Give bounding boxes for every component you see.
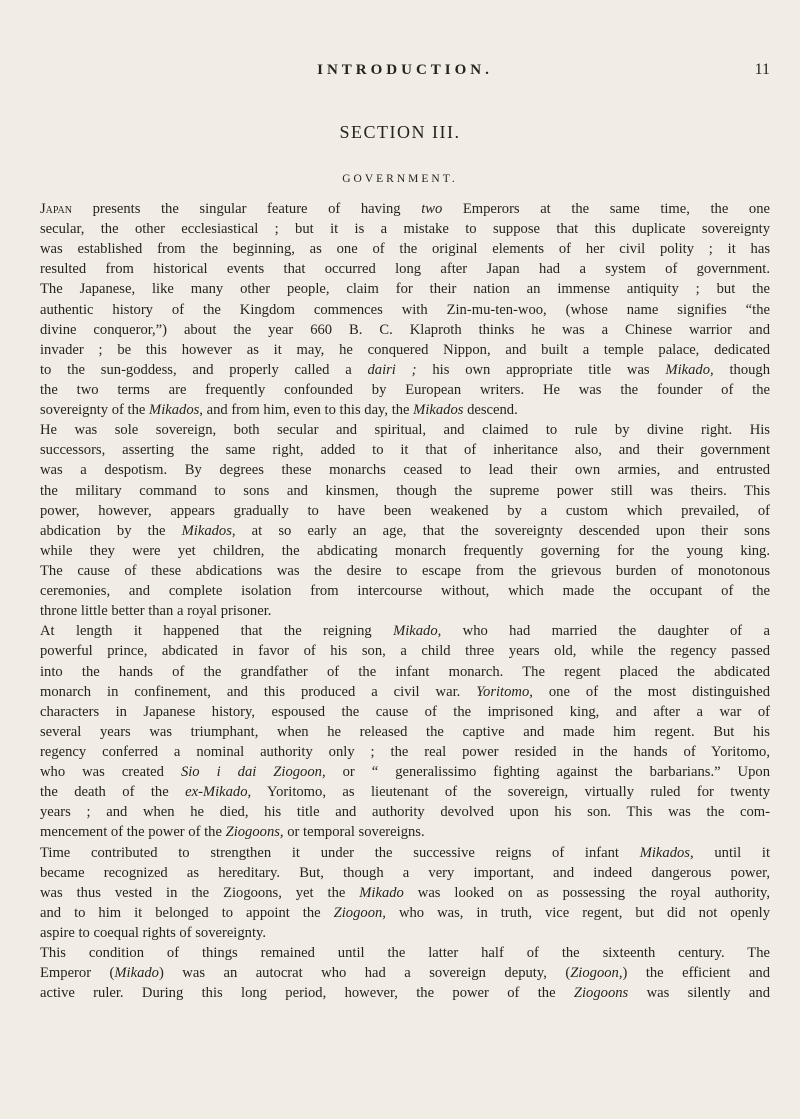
text-line bbox=[40, 903, 770, 923]
italic-text: Mikado bbox=[359, 884, 404, 901]
text-segment: mencement of the power of the bbox=[40, 824, 226, 841]
text-segment: was thus vested in the Ziogoons, yet the bbox=[40, 884, 360, 901]
text-segment: At length it happened that the reigning bbox=[40, 623, 394, 640]
text-line bbox=[40, 561, 770, 581]
running-title: INTRODUCTION. bbox=[317, 62, 493, 78]
text-line bbox=[40, 943, 770, 963]
italic-text: Mikados, bbox=[639, 844, 694, 861]
text-line bbox=[40, 923, 770, 943]
text-line bbox=[40, 420, 770, 440]
text-segment: was looked on as possessing the royal authority, bbox=[403, 884, 770, 901]
text-segment: throne little better than a royal prisoner. bbox=[40, 603, 272, 620]
italic-text: Mikado, bbox=[665, 361, 714, 378]
text-line bbox=[40, 742, 770, 762]
text-segment: became recognized as hereditary. But, though a very important, and indeed dangerous power, bbox=[40, 864, 770, 881]
italic-text: dairi ; bbox=[367, 361, 417, 378]
text-line bbox=[40, 400, 770, 420]
text-line bbox=[40, 219, 770, 239]
text-line bbox=[40, 239, 770, 259]
italic-text: Mikados, bbox=[149, 402, 203, 419]
text-segment: Emperors at the same time, the one bbox=[442, 201, 770, 217]
text-line bbox=[40, 360, 770, 380]
text-segment: who had married the daughter of a bbox=[441, 623, 771, 640]
text-line bbox=[40, 722, 770, 742]
text-segment: was established from the beginning, as one of the original elements of her civil polity ; it has bbox=[40, 241, 770, 258]
text-line bbox=[40, 641, 770, 661]
text-line bbox=[40, 320, 770, 340]
text-segment: resulted from historical events that occurred long after Japan had a system of government. bbox=[40, 261, 770, 278]
text-line bbox=[40, 259, 770, 279]
text-segment: powerful prince, abdicated in favor of his son, a child three years old, while the regency passed bbox=[40, 643, 770, 660]
text-segment: and to him it belonged to appoint the bbox=[40, 904, 334, 921]
opening-word: Japan bbox=[40, 201, 72, 217]
text-line bbox=[40, 662, 770, 682]
text-segment: until it bbox=[693, 844, 770, 861]
text-segment: aspire to coequal rights of sovereignty. bbox=[40, 924, 267, 941]
text-line bbox=[40, 300, 770, 320]
text-line bbox=[40, 340, 770, 360]
text-segment: characters in Japanese history, espoused the cause of the imprisoned king, and after a war of bbox=[40, 703, 770, 720]
text-line bbox=[40, 802, 770, 822]
text-segment: divine conqueror,”) about the year 660 B. C. Klaproth thinks he was a Chinese warrior and bbox=[40, 321, 770, 338]
text-segment: invader ; be this however as it may, he conquered Nippon, and built a temple palace, dedicated bbox=[40, 341, 770, 358]
text-segment: secular, the other ecclesiastical ; but it is a mistake to suppose that this duplicate sovereignty bbox=[40, 221, 770, 238]
text-line bbox=[40, 822, 770, 842]
text-segment: regency conferred a nominal authority only ; the real power resided in the hands of Yoritomo, bbox=[40, 743, 770, 760]
text-segment: Time contributed to strengthen it under the successive reigns of infant bbox=[40, 844, 640, 861]
text-segment: ceremonies, and complete isolation from intercourse without, which made the occupant of the bbox=[40, 583, 770, 600]
text-line bbox=[40, 702, 770, 722]
text-segment: monarch in confinement, and this produced a civil war. bbox=[40, 683, 477, 700]
text-segment: several years was triumphant, when he released the captive and made him regent. But his bbox=[40, 723, 770, 740]
text-segment: and from him, even to this day, the bbox=[202, 402, 414, 419]
text-line bbox=[40, 440, 770, 460]
text-line bbox=[40, 460, 770, 480]
italic-text: Yoritomo, bbox=[476, 683, 533, 700]
text-line bbox=[40, 601, 770, 621]
text-segment: abdication by the bbox=[40, 522, 182, 539]
text-segment: or temporal sovereigns. bbox=[283, 824, 425, 841]
text-segment: successors, asserting the same right, added to it that of inheritance also, and their government bbox=[40, 442, 770, 459]
text-line bbox=[40, 863, 770, 883]
italic-text: Ziogoon, bbox=[570, 965, 623, 982]
text-segment: ) was an autocrat who had a sovereign deputy, ( bbox=[158, 965, 571, 982]
text-segment: active ruler. During this long period, however, the power of the bbox=[40, 985, 574, 1002]
italic-text: Mikado, bbox=[393, 623, 442, 640]
text-line bbox=[40, 581, 770, 601]
text-segment: though bbox=[713, 361, 771, 378]
text-segment: descend. bbox=[463, 402, 518, 419]
text-segment: or “ generalissimo fighting against the barbarians.” Upon bbox=[325, 764, 770, 781]
text-segment: years ; and when he died, his title and authority devolved upon his son. This was the com- bbox=[40, 804, 770, 821]
text-segment: Emperor ( bbox=[40, 965, 115, 982]
body-text bbox=[40, 199, 770, 1003]
italic-text: Mikados, bbox=[181, 522, 236, 539]
text-line bbox=[40, 682, 770, 702]
italic-text: Sio i dai Ziogoon, bbox=[180, 764, 326, 781]
text-segment: who was, in truth, vice regent, but did not openly bbox=[385, 904, 771, 921]
text-line bbox=[40, 279, 770, 299]
text-segment: The cause of these abdications was the desire to escape from the grievous burden of monotonous bbox=[40, 562, 770, 579]
text-line bbox=[40, 501, 770, 521]
text-line bbox=[40, 521, 770, 541]
italic-text: Ziogoons bbox=[573, 985, 629, 1002]
running-head bbox=[40, 62, 770, 86]
text-segment: The Japanese, like many other people, claim for their nation an immense antiquity ; but the bbox=[40, 281, 770, 298]
italic-text: Mikado bbox=[114, 965, 159, 982]
text-segment: was silently and bbox=[628, 985, 770, 1002]
text-segment: one of the most distinguished bbox=[532, 683, 770, 700]
text-line bbox=[40, 843, 770, 863]
text-segment: presents the singular feature of having bbox=[72, 201, 422, 217]
text-segment: was a despotism. By degrees these monarchs ceased to lead their own armies, and entrusted bbox=[40, 462, 770, 479]
page-number: 11 bbox=[754, 61, 770, 78]
text-line bbox=[40, 481, 770, 501]
text-line bbox=[40, 782, 770, 802]
italic-text: Ziogoons, bbox=[225, 824, 284, 841]
text-segment: to the sun-goddess, and properly called a bbox=[40, 361, 368, 378]
text-line bbox=[40, 621, 770, 641]
text-line bbox=[40, 883, 770, 903]
text-line bbox=[40, 762, 770, 782]
text-line bbox=[40, 541, 770, 561]
text-segment: sovereignty of the bbox=[40, 402, 150, 419]
text-segment: his own appropriate title was bbox=[416, 361, 666, 378]
text-segment: ) the efficient and bbox=[622, 965, 770, 982]
italic-text: two bbox=[421, 201, 443, 217]
text-segment: This condition of things remained until the latter half of the sixteenth century. The bbox=[40, 945, 770, 962]
text-segment: He was sole sovereign, both secular and spiritual, and claimed to rule by divine right. His bbox=[40, 422, 770, 439]
italic-text: ex-Mikado, bbox=[185, 784, 252, 801]
text-segment: the death of the bbox=[40, 784, 186, 801]
text-segment: authentic history of the Kingdom commences with Zin-mu-ten-woo, (whose name signifies “the bbox=[40, 301, 770, 318]
text-segment: the two terms are frequently confounded by European writers. He was the founder of the bbox=[40, 381, 770, 398]
text-segment: at so early an age, that the sovereignty descended upon their sons bbox=[235, 522, 770, 539]
text-segment: while they were yet children, the abdicating monarch frequently governing for the young king. bbox=[40, 542, 770, 559]
text-segment: power, however, appears gradually to have been weakened by a custom which prevailed, of bbox=[40, 502, 770, 519]
text-segment: who was created bbox=[40, 764, 181, 781]
text-line bbox=[40, 199, 770, 219]
text-segment: into the hands of the grandfather of the infant monarch. The regent placed the abdicated bbox=[40, 663, 770, 680]
section-heading: SECTION III. bbox=[339, 122, 461, 142]
text-segment: the military command to sons and kinsmen, though the supreme power still was theirs. This bbox=[40, 482, 770, 499]
section-subheading: GOVERNMENT. bbox=[342, 173, 458, 185]
text-segment: Yoritomo, as lieutenant of the sovereign, virtually ruled for twenty bbox=[251, 784, 770, 801]
italic-text: Mikados bbox=[413, 402, 464, 419]
italic-text: Ziogoon, bbox=[333, 904, 386, 921]
text-line bbox=[40, 983, 770, 1003]
text-line bbox=[40, 963, 770, 983]
text-line bbox=[40, 380, 770, 400]
